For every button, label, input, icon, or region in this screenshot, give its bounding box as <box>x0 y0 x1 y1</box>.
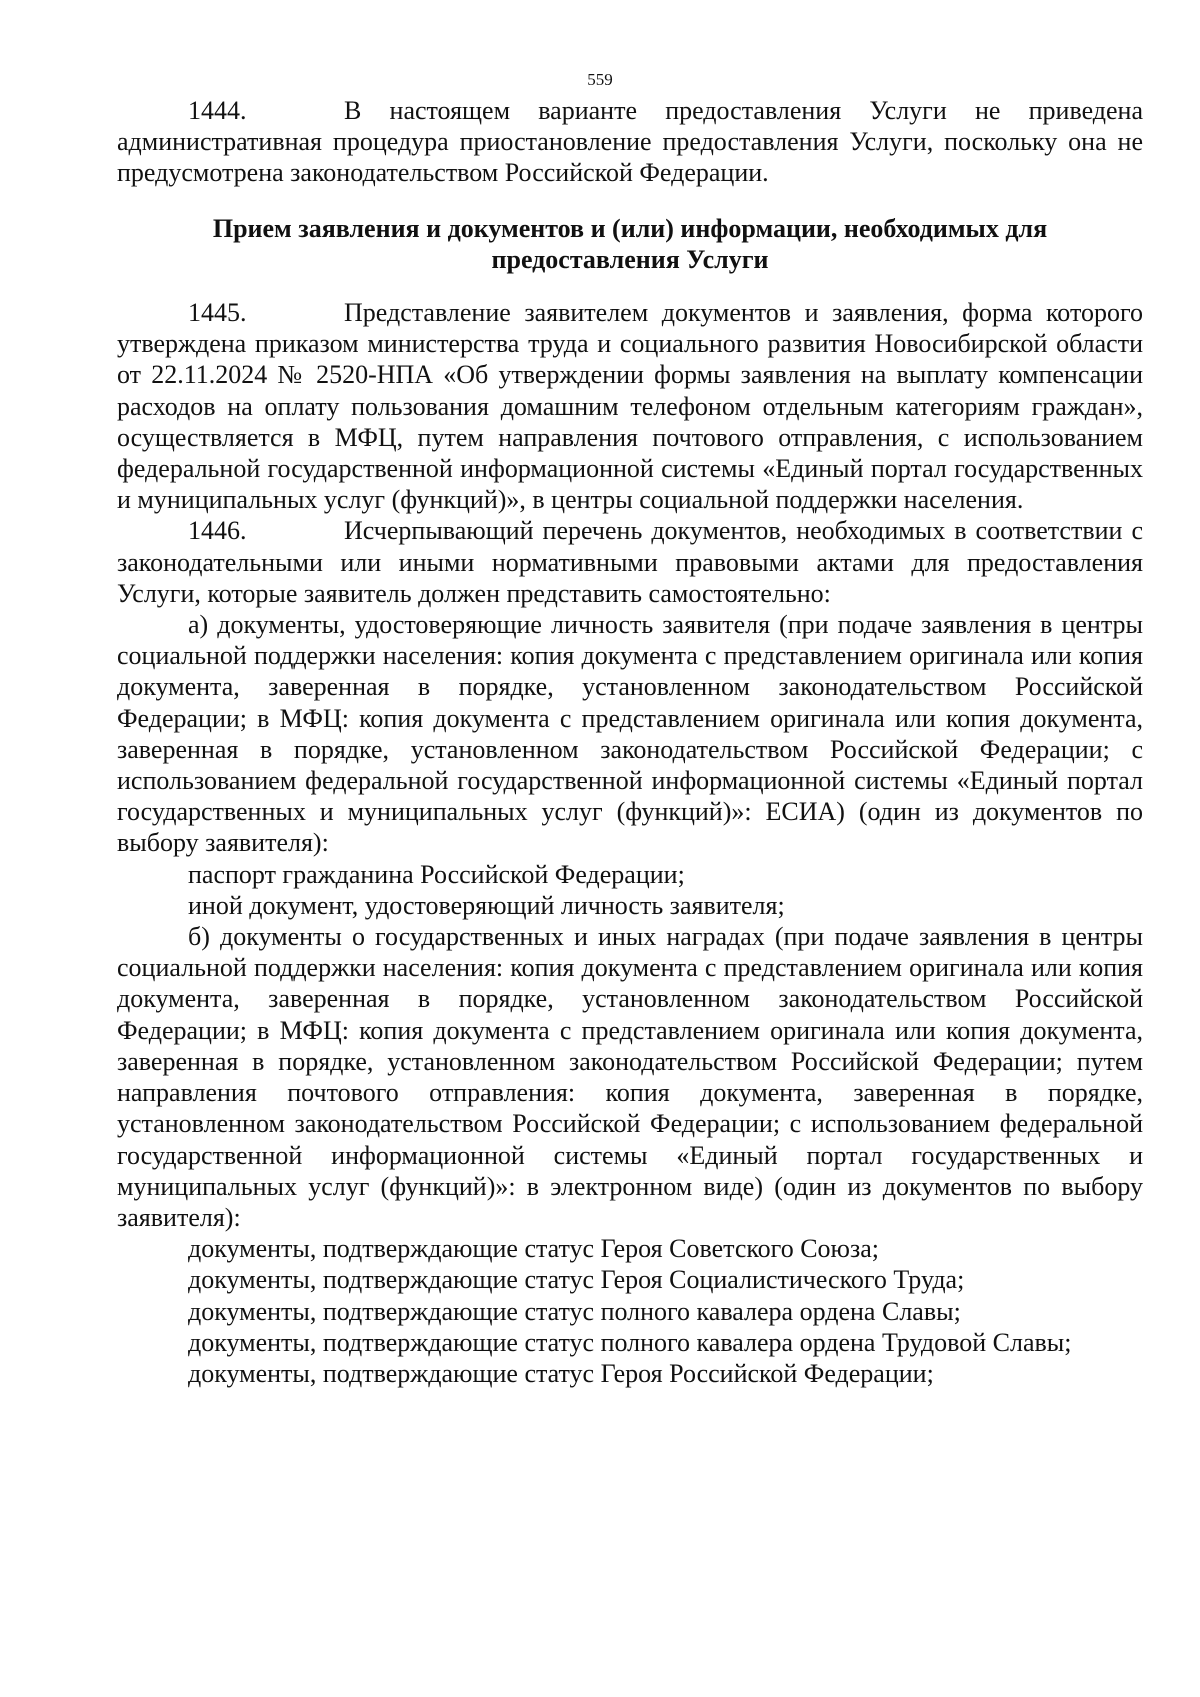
page-number: 559 <box>587 70 613 89</box>
list-item: документы, подтверждающие статус Героя Российской Федерации; <box>188 1358 934 1388</box>
paragraph-text: Исчерпывающий перечень документов, необходимых в соответствии с законодательными или иными нормативными правовыми актами для предоставления Услуги, которые заявитель должен представить самостоятельно: <box>117 516 1143 608</box>
paragraph-number: 1444. <box>188 96 247 125</box>
list-item: иной документ, удостоверяющий личность заявителя; <box>188 890 785 920</box>
list-item: документы, подтверждающие статус Героя Советского Союза; <box>188 1234 879 1264</box>
paragraph-1445 <box>117 297 1143 515</box>
list-item: документы, подтверждающие статус Героя Социалистического Труда; <box>188 1265 965 1295</box>
section-heading-line-2: предоставления Услуги <box>491 244 769 274</box>
paragraph-number: 1445. <box>188 298 247 328</box>
subitem-b: б) документы о государственных и иных наградах (при подаче заявления в центры социальной поддержки населения: копия документа с представлением оригинала или копия документа, заверенная в порядке, установленном законодательством Российской Федерации; в МФЦ: копия документа с представлением оригинала или копия документа, заверенная в порядке, установленном законодательством Российской Федерации; путем направления почтового отправления: копия документа, заверенная в порядке, установленном законодательством Российской Федерации; с использованием федеральной государственной информационной системы «Единый портал государственных и муниципальных услуг (функций)»: в электронном виде) (один из документов по выбору заявителя): <box>117 922 1143 1232</box>
document-body <box>117 95 1143 1389</box>
paragraph-1446 <box>117 515 1143 609</box>
section-heading-line-1: Прием заявления и документов и (или) информации, необходимых для <box>212 213 1048 243</box>
list-item: паспорт гражданина Российской Федерации; <box>188 859 685 889</box>
list-item: документы, подтверждающие статус полного кавалера ордена Трудовой Славы; <box>188 1327 1072 1357</box>
list-item: документы, подтверждающие статус полного кавалера ордена Славы; <box>188 1296 961 1326</box>
paragraph-1444 <box>117 95 1143 189</box>
paragraph-text: В настоящем варианте предоставления Услуги не приведена административная процедура приостановление предоставления Услуги, поскольку она не предусмотрена законодательством Российской Федерации. <box>117 96 1143 188</box>
section-heading <box>117 213 1143 275</box>
subitem-a: а) документы, удостоверяющие личность заявителя (при подаче заявления в центры социальной поддержки населения: копия документа с представлением оригинала или копия документа, заверенная в порядке, установленном законодательством Российской Федерации; в МФЦ: копия документа с представлением оригинала или копия документа, заверенная в порядке, установленном законодательством Российской Федерации; с использованием федеральной государственной информационной системы «Единый портал государственных и муниципальных услуг (функций)»: ЕСИА) (один из документов по выбору заявителя): <box>117 610 1143 858</box>
paragraph-text: Представление заявителем документов и заявления, форма которого утверждена приказом министерства труда и социального развития Новосибирской области от 22.11.2024 № 2520-НПА «Об утверждении формы заявления на выплату компенсации расходов на оплату пользования домашним телефоном отдельным категориям граждан», осуществляется в МФЦ, путем направления почтового отправления, с использованием федеральной государственной информационной системы «Единый портал государственных и муниципальных услуг (функций)», в центры социальной поддержки населения. <box>117 298 1143 515</box>
paragraph-number: 1446. <box>188 516 247 546</box>
